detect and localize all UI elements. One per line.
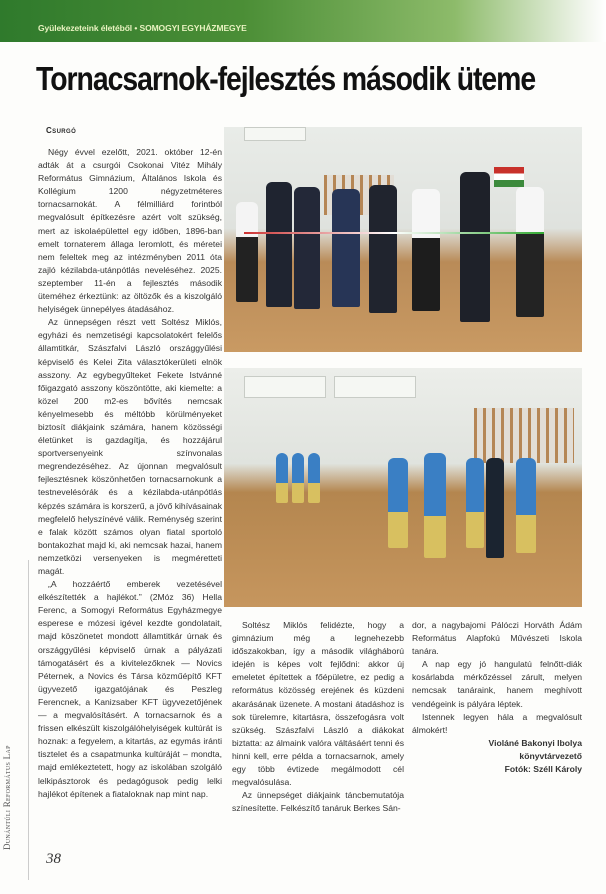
author-name: Violáné Bakonyi Ibolya <box>488 737 582 748</box>
paragraph: Az ünnepségen részt vett Soltész Miklós, egyházi és nemzetiségi kapcsolatokért felelős államtitkár, Szászfalvi László országgyűlési képviselő és Kelei Zita választókerületi elnök asszony. Az egybegyűlteket Fekete Istvánné főigazgató asszony köszöntötte, aki kiemelte: a közel 200 m2-es bővítés nemcsak kényelmesebb és méltóbb körülményeket biztosít diákjaink számára, hanem közösségi életünket is gazdagítja, és hozzájárul sportversenyeink színvonalas megrendezéséhez. Az újonnan megvalósult fejlesztésnek köszönhetően tornacsarnokunk a testnevelésórák és a kézilabda-utánpótlás képzés számára is korszerű, a jövő kihívásainak megfelelő helyszínévé válik. Reménység szerint e falak között számos olyan fiatal sportoló bontakozhat majd ki, aki nemcsak hazai, hanem nemzetközi versenyeken is megméretteti magát. <box>38 317 222 576</box>
photo-ribbon-cutting <box>224 127 582 352</box>
person <box>516 187 544 317</box>
author-role: könyvtárvezető <box>519 750 582 761</box>
dancer <box>308 453 320 503</box>
window <box>334 376 416 398</box>
paragraph: A nap egy jó hangulatú felnőtt-diák kosárlabda mérkőzéssel zárult, melyen nemcsak tanáraink, hanem meghívott vendégeink is pályára léptek. <box>412 659 582 709</box>
paragraph: Soltész Miklós felidézte, hogy a gimnázium még a legnehezebb időszakokban, így a második világháború idején is képes volt fejlődni: akkor új emeletet építettek a főépületre, ez pedig a református közösség erejének és küzdeni akarásának üzenete. A mostani átadáshoz is sok türelemre, kitartásra, összefogásra volt szükség. Szászfalvi László a diákokat biztatta: az álmaink valóra váltásáért tenni és hinni kell, erre példa a tornacsarnok, amely egy több évtizede megálmodott cél megvalósulása. <box>232 620 404 788</box>
section-name: Gyülekezeteink életéből <box>38 23 133 33</box>
right-column <box>412 619 582 776</box>
dancer <box>388 458 408 548</box>
window <box>244 127 306 141</box>
person <box>369 185 397 313</box>
photo-credit: Fotók: Széll Károly <box>504 764 582 775</box>
photo-dance-performance <box>224 368 582 607</box>
article-location: Csurgó <box>46 126 77 135</box>
paragraph: „A hozzáértő emberek vezetésével elkészítették a hajlékot.” (2Móz 36) Hella Ferenc, a Somogyi Református Egyházmegye esperese e mózesi igével kezdte gondolatait, majd köszönetet mondott államtitkár úrnak és országgyűlési képviselő úrnak a pályázati támogatásért és a kivitelezőknek — Novics Péternek, a Novics és Társa közműépítő KFT ügyvezető igazgatójának és Peszleg Ferencnek, a Kanizsaber KFT ügyvezetőjének — a megvalósításért. A tornacsarnok és a frissen elkészült kiszolgálóhelyiségek kultúrát is hoznak: a fegyelem, a kitartás, az egymás iránti tisztelet és a csapatmunka kultúráját – mondta, majd emlékeztetett, hogy az iskolában szolgáló lelkipásztorok és pedagógusok pedig lelki hajlékot építenek a fiataloknak nap mint nap. <box>38 579 222 799</box>
hungarian-flag <box>494 167 524 187</box>
person <box>332 189 360 307</box>
article-title: Tornacsarnok-fejlesztés második üteme <box>36 60 536 97</box>
diocese-name: SOMOGYI EGYHÁZMEGYE <box>139 23 247 33</box>
paragraph: Négy évvel ezelőtt, 2021. október 12-én adták át a csurgói Csokonai Vitéz Mihály Református Gimnázium, Általános Iskola és Kollégium 1200 négyzetméteres tornacsarnokát. A félmilliárd forintból megvalósult építkezésre azért volt szükség, mert az iskolaépülettel egy időben, 1896-ban emelt tornaterem állaga leromlott, és méretei nem feleltek meg az intézményben 2011 óta zajló kézilabda-utánpótlás neveléséhez. 2025. szeptember 11-én a fejlesztés második üteméhez érkeztünk: az öltözők és a kiszolgáló helyiségek ünnepélyes átadásához. <box>38 147 222 315</box>
margin-divider <box>28 560 29 880</box>
dancer <box>466 458 484 548</box>
section-header <box>38 23 247 33</box>
page-number: 38 <box>46 851 61 867</box>
person <box>412 189 440 311</box>
paragraph: dor, a nagybajomi Pálóczi Horváth Ádám Református Alapfokú Művészeti Iskola tanára. <box>412 620 582 657</box>
ribbon <box>244 232 544 234</box>
wall-bars <box>474 408 574 463</box>
section-separator: • <box>134 23 138 33</box>
person <box>236 202 258 302</box>
dancer <box>292 453 304 503</box>
left-column <box>38 146 222 801</box>
dancer <box>516 458 536 553</box>
person <box>294 187 320 309</box>
paragraph: Az ünnepséget diákjaink táncbemutatója színesítette. Felkészítő tanáruk Berkes Sán- <box>232 790 404 814</box>
section-header-band <box>0 0 606 42</box>
dancer <box>276 453 288 503</box>
middle-column <box>232 619 404 815</box>
dancer <box>486 458 504 558</box>
paragraph: Istennek legyen hála a megvalósult álmokért! <box>412 711 582 735</box>
person <box>460 172 490 322</box>
publication-name: Dunántúli Református Lap <box>2 745 12 850</box>
person <box>266 182 292 307</box>
window <box>244 376 326 398</box>
dancer <box>424 453 446 558</box>
